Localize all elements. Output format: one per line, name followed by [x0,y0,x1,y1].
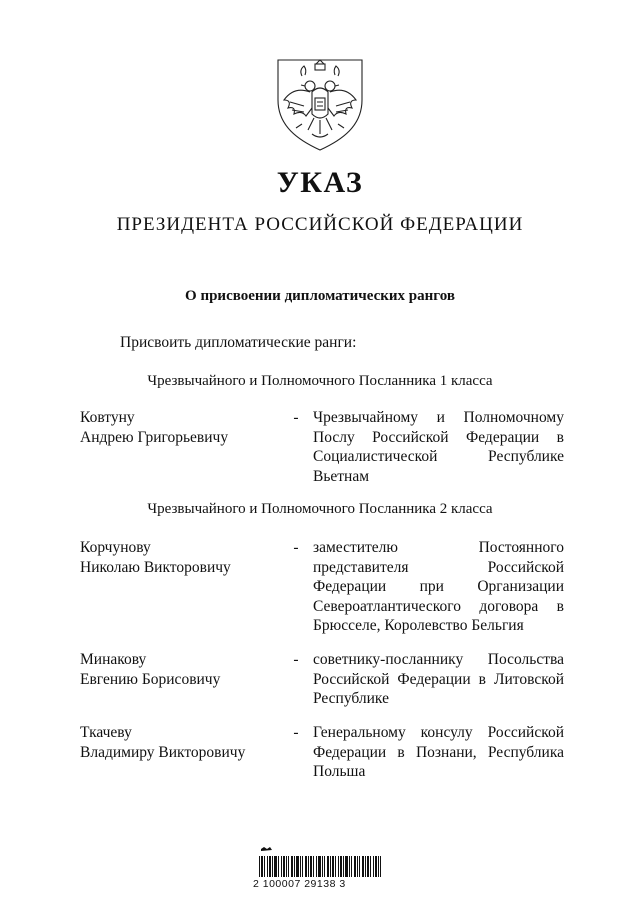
assignment-entry-korchunov [80,538,564,634]
entry-dash: - [293,724,299,741]
coat-of-arms-icon [272,56,368,152]
position-text: советнику-посланнику Посольства Российской Федерации в Литовской Республике [313,651,564,707]
surname: Ткачеву [80,724,132,741]
surname: Минакову [80,651,147,668]
position-text: Генеральному консулу Российской Федерации в Познани, Республика Польша [313,724,564,780]
document-heading: О присвоении дипломатических рангов [185,288,455,304]
rank-heading-2: Чрезвычайного и Полномочного Посланника 2 класса [147,501,493,517]
position-text: заместителю Постоянного представителя Российской Федерации при Организации Североатлантического договора в Брюсселе, Королевство Бельгия [313,539,564,634]
rank-heading-1: Чрезвычайного и Полномочного Посланника 1 класса [147,373,493,389]
document-subtitle: ПРЕЗИДЕНТА РОССИЙСКОЙ ФЕДЕРАЦИИ [116,214,524,235]
barcode-number: 2 100007 29138 3 [253,878,346,890]
surname: Корчунову [80,539,151,556]
person-name [80,538,280,577]
person-name [80,650,280,689]
person-name [80,723,280,762]
person-name [80,408,280,447]
entry-dash: - [293,651,299,668]
assignment-entry-tkachev [80,723,564,803]
entry-dash: - [293,409,299,426]
position-text: Чрезвычайному и Полномочному Послу Российской Федерации в Социалистической Республике Вьетнам [313,409,564,485]
assignment-entry-kovtun [80,408,564,488]
document-title: УКАЗ [276,166,364,199]
given-names: Владимиру Викторовичу [80,743,246,761]
surname: Ковтуну [80,409,135,426]
given-names: Николаю Викторовичу [80,558,231,576]
assignment-entry-minakov [80,650,564,730]
given-names: Андрею Григорьевичу [80,428,229,446]
entry-dash: - [293,539,299,556]
given-names: Евгению Борисовичу [80,670,221,688]
intro-text: Присвоить дипломатические ранги: [120,334,357,351]
